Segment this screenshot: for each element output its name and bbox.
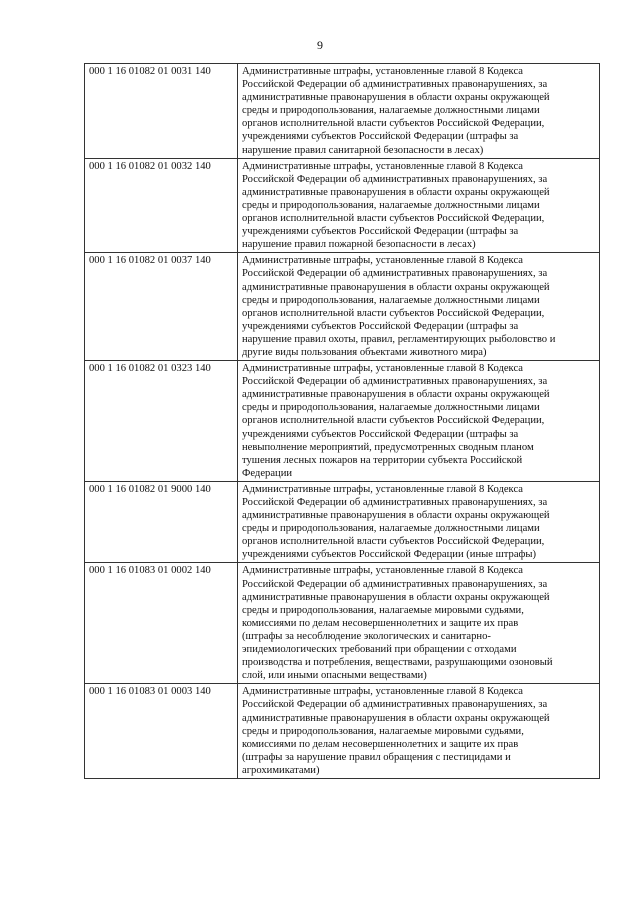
code-description [238, 64, 600, 159]
description-line: другие виды пользования объектами животного мира) [242, 346, 487, 358]
description-line: административные правонарушения в области охраны окружающей [242, 92, 550, 104]
table-row [85, 361, 600, 482]
description-line: Административные штрафы, установленные главой 8 Кодекса [242, 363, 523, 375]
description-line: среды и природопользования, налагаемые должностными лицами [242, 402, 540, 414]
description-line: Административные штрафы, установленные главой 8 Кодекса [242, 686, 523, 698]
table-row [85, 684, 600, 779]
table-row [85, 158, 600, 253]
description-line: среды и природопользования, налагаемые должностными лицами [242, 199, 540, 211]
description-line: Административные штрафы, установленные главой 8 Кодекса [242, 160, 523, 172]
budget-code: 000 1 16 01082 01 0031 140 [85, 64, 238, 159]
description-line: Административные штрафы, установленные главой 8 Кодекса [242, 483, 523, 495]
description-line: учреждениями субъектов Российской Федерации (штрафы за [242, 131, 519, 143]
description-line: Административные штрафы, установленные главой 8 Кодекса [242, 66, 523, 77]
description-line: комиссиями по делам несовершеннолетних и защите их прав [242, 738, 519, 750]
code-description [238, 361, 600, 482]
description-line: органов исполнительной власти субъектов Российской Федерации, [242, 536, 545, 548]
description-line: эпидемиологических требований при обращении с отходами [242, 644, 517, 656]
description-line: среды и природопользования, налагаемые мировыми судьями, [242, 725, 524, 737]
code-description [238, 158, 600, 253]
budget-code: 000 1 16 01082 01 0037 140 [85, 253, 238, 361]
description-line: административные правонарушения в области охраны окружающей [242, 712, 550, 724]
code-description [238, 481, 600, 563]
description-line: нарушение правил санитарной безопасности в лесах) [242, 144, 484, 156]
description-line: учреждениями субъектов Российской Федерации (штрафы за [242, 428, 519, 440]
description-line: Российской Федерации об административных правонарушениях, за [242, 699, 548, 711]
budget-code: 000 1 16 01083 01 0003 140 [85, 684, 238, 779]
table-row [85, 481, 600, 563]
description-line: административные правонарушения в области охраны окружающей [242, 389, 550, 401]
budget-code: 000 1 16 01082 01 0323 140 [85, 361, 238, 482]
description-line: органов исполнительной власти субъектов Российской Федерации, [242, 213, 545, 225]
description-line: Российской Федерации об административных правонарушениях, за [242, 578, 548, 590]
code-description [238, 253, 600, 361]
description-line: Российской Федерации об административных правонарушениях, за [242, 79, 548, 91]
description-line: нарушение правил пожарной безопасности в лесах) [242, 239, 476, 251]
description-line: Российской Федерации об административных правонарушениях, за [242, 173, 548, 185]
description-line: Российской Федерации об административных правонарушениях, за [242, 268, 548, 280]
description-line: среды и природопользования, налагаемые должностными лицами [242, 294, 540, 306]
budget-code: 000 1 16 01083 01 0002 140 [85, 563, 238, 684]
description-line: Российской Федерации об административных правонарушениях, за [242, 376, 548, 388]
code-description [238, 684, 600, 779]
description-line: органов исполнительной власти субъектов Российской Федерации, [242, 118, 545, 130]
description-line: Административные штрафы, установленные главой 8 Кодекса [242, 565, 523, 577]
code-description [238, 563, 600, 684]
description-line: учреждениями субъектов Российской Федерации (штрафы за [242, 320, 519, 332]
description-line: слой, или иными опасными веществами) [242, 670, 427, 682]
table-row [85, 64, 600, 159]
description-line: учреждениями субъектов Российской Федерации (иные штрафы) [242, 549, 537, 561]
description-line: производства и потребления, веществами, разрушающими озоновый [242, 657, 553, 669]
description-line: нарушение правил охоты, правил, регламентирующих рыболовство и [242, 333, 556, 345]
description-line: среды и природопользования, налагаемые мировыми судьями, [242, 604, 524, 616]
description-line: административные правонарушения в области охраны окружающей [242, 281, 550, 293]
description-line: среды и природопользования, налагаемые должностными лицами [242, 105, 540, 117]
description-line: Российской Федерации об административных правонарушениях, за [242, 497, 548, 508]
description-line: административные правонарушения в области охраны окружающей [242, 510, 550, 522]
description-line: комиссиями по делам несовершеннолетних и защите их прав [242, 617, 519, 629]
budget-codes-table [84, 63, 600, 779]
description-line: органов исполнительной власти субъектов Российской Федерации, [242, 415, 545, 427]
budget-code: 000 1 16 01082 01 0032 140 [85, 158, 238, 253]
table-row [85, 253, 600, 361]
description-line: (штрафы за несоблюдение экологических и санитарно- [242, 630, 491, 642]
description-line: Федерации [242, 467, 293, 479]
table-row [85, 563, 600, 684]
description-line: тушения лесных пожаров на территории субъекта Российской [242, 454, 523, 466]
description-line: невыполнение мероприятий, предусмотренных сводным планом [242, 441, 534, 453]
description-line: среды и природопользования, налагаемые должностными лицами [242, 523, 540, 535]
description-line: административные правонарушения в области охраны окружающей [242, 591, 550, 603]
description-line: органов исполнительной власти субъектов Российской Федерации, [242, 307, 545, 319]
description-line: учреждениями субъектов Российской Федерации (штрафы за [242, 226, 519, 238]
description-line: административные правонарушения в области охраны окружающей [242, 186, 550, 198]
description-line: (штрафы за нарушение правил обращения с пестицидами и [242, 751, 511, 763]
budget-code: 000 1 16 01082 01 9000 140 [85, 481, 238, 563]
description-line: Административные штрафы, установленные главой 8 Кодекса [242, 255, 523, 267]
page-number: 9 [317, 38, 323, 52]
description-line: агрохимикатами) [242, 764, 320, 776]
